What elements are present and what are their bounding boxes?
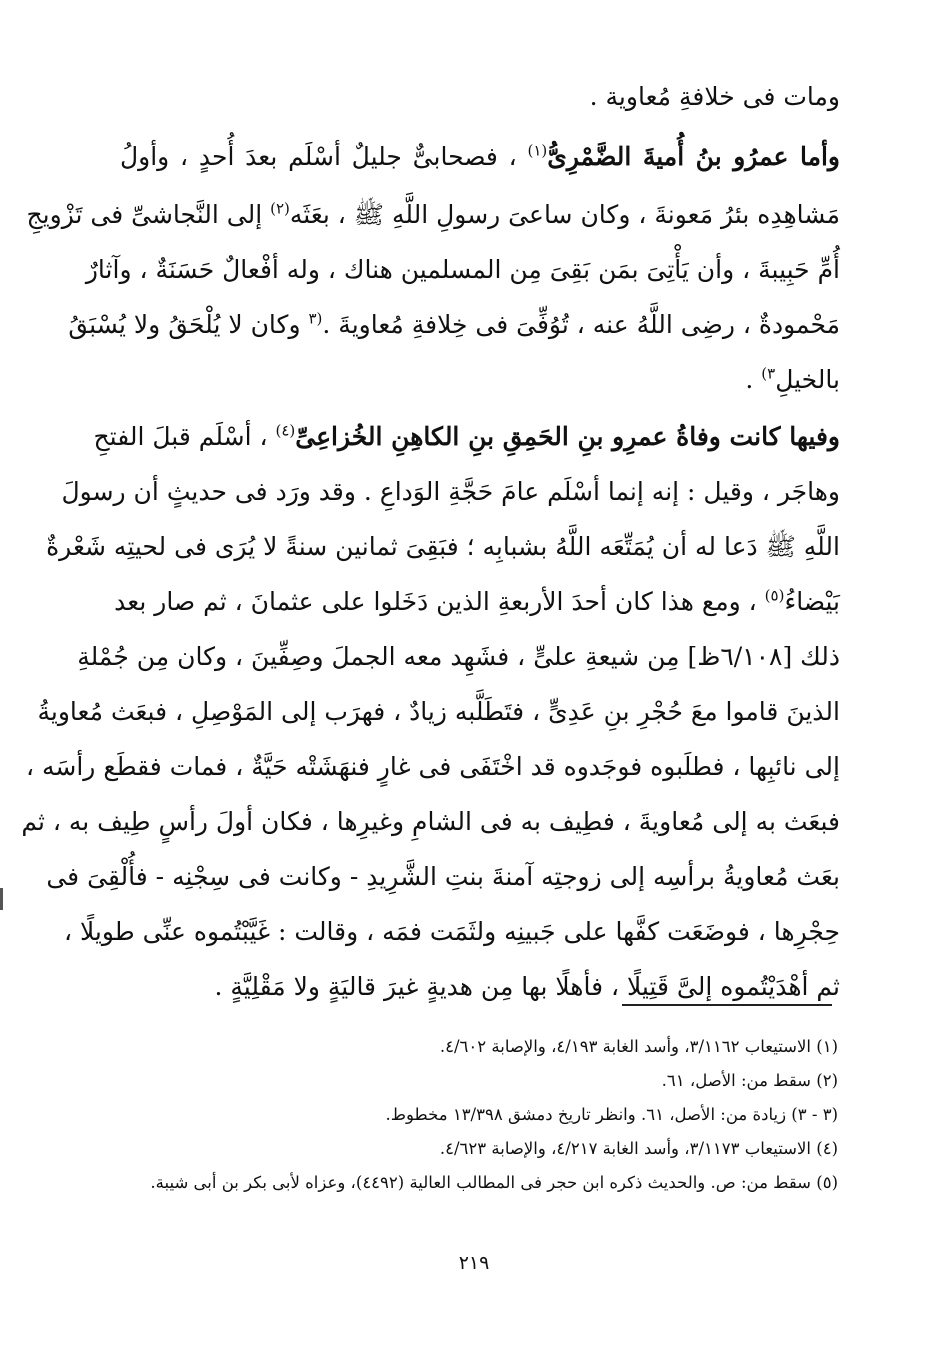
- line-text: ومات فى خلافةِ مُعاوية .: [589, 82, 840, 111]
- footnote-ref-2[interactable]: (٢): [270, 199, 290, 218]
- text-line-8: [61, 467, 840, 517]
- line-text: حِجْرِها ، فوضَعَت كفَّها على جَبينِه ولثَمَت فمَه ، وقالت : غَيَّبْتُموه عنِّى طويلًا ،: [64, 917, 840, 946]
- line-text: أُمِّ حَبِيبةَ ، وأن يَأْتِىَ بمَن بَقِىَ مِن المسلمين هناك ، وله أفْعالٌ حَسَنَةٌ ، وآثارٌ: [85, 255, 840, 284]
- line-text: الذينَ قاموا معَ حُجْرِ بنِ عَدِىٍّ ، فتَطَلَّبه زيادٌ ، فهرَب إلى المَوْصِلِ ، فبعَث مُعاويةُ: [37, 697, 840, 726]
- footnote-4: (٤) الاستيعاب ٣/١١٧٣، وأسد الغابة ٤/٢١٧، والإصابة ٤/٦٢٣.: [439, 1139, 838, 1158]
- text-line-4: [85, 245, 840, 295]
- line-text: ، فصحابىٌّ جليلٌ أسْلَم بعدَ أُحدٍ ، وأولُ: [120, 142, 528, 171]
- line-text-cont: وكان لا يُلْحَقُ ولا يُسْبَقُ: [68, 310, 309, 339]
- text-line-14: [21, 797, 840, 847]
- heading-amr-ibn-umayya: وأما عمرُو بنُ أُميةَ الضَّمْرِىُّ: [547, 142, 840, 171]
- footnote-5: (٥) سقط من: ص. والحديث ذكره ابن حجر فى المطالب العالية (٤٤٩٢)، وعزاه لأبى بكر بن أبى شيبة.: [150, 1173, 838, 1192]
- footnote-ref-5[interactable]: (٥): [764, 586, 785, 605]
- line-text: بالخيلِ: [775, 365, 840, 394]
- line-text: ذلك [٦/١٠٨ظ] مِن شيعةِ علىٍّ ، فشَهِد معه الجملَ وصِفِّينَ ، وكان مِن جُمْلةِ: [77, 642, 840, 671]
- footnote-3: (٣ - ٣) زيادة من: الأصل، ٦١. وانظر تاريخ دمشق ١٣/٣٩٨ مخطوط.: [385, 1105, 838, 1124]
- line-text: فبعَث به إلى مُعاويةَ ، فطِيف به فى الشامِ وغيرِها ، فكان أولَ رأسٍ طِيف به ، ثم: [21, 807, 840, 836]
- text-line-11: [77, 632, 840, 682]
- footnote-2: (٢) سقط من: الأصل، ٦١.: [661, 1071, 838, 1090]
- footnote-ref-3-open[interactable]: (٣: [308, 309, 323, 328]
- line-text: اللَّهِ ﷺ دَعا له أن يُمَتِّعَه اللَّهُ بشبابِه ؛ فبَقِىَ ثمانين سنةً لا يُرَى فى لحيتِه شَعْرةٌ: [46, 532, 840, 561]
- text-line-10: [114, 577, 840, 627]
- text-line-15: [46, 852, 840, 902]
- text-line-3: [26, 190, 840, 240]
- line-text: بَيْضاءُ: [784, 587, 840, 616]
- footnote-ref-4[interactable]: (٤): [275, 421, 296, 440]
- line-text: بعَث مُعاويةُ برأسِه إلى زوجتِه آمنةَ بنتِ الشَّرِيدِ - وكانت فى سِجْنِه - فأُلْقِىَ فى: [46, 862, 840, 891]
- line-text: إلى نائبِها ، فطلَبوه فوجَدوه قد اخْتَفَى فى غارٍ فنهَشَتْه حَيَّةٌ ، فمات فقطَع رأسَه ،: [26, 752, 840, 781]
- line-text-cont: إلى النَّجاشىِّ فى تَزْويجِ: [26, 200, 271, 229]
- line-text: ثم أهْدَيْتُموه إلىَّ قَتِيلًا ، فأهلًا بها مِن هديةٍ غيرَ قاليَةٍ ولا مَقْلِيَّةٍ .: [214, 972, 840, 1001]
- footnote-separator: [622, 1004, 832, 1006]
- footnote-ref-3-close[interactable]: ٣): [761, 364, 776, 383]
- line-text-cont: .: [745, 365, 762, 394]
- page-number: ٢١٩: [458, 1252, 490, 1274]
- heading-amr-ibn-al-hamiq: وفيها كانت وفاةُ عمرِو بنِ الحَمِقِ بنِ الكاهِنِ الخُزاعِىِّ: [295, 422, 840, 451]
- line-text: مَشاهِدِه بئرُ مَعونةَ ، وكان ساعىَ رسولِ اللَّهِ ﷺ ، بعَثَه: [289, 200, 840, 229]
- scan-margin-mark: [0, 888, 3, 910]
- text-line-7: [93, 412, 840, 462]
- footnote-1: (١) الاستيعاب ٣/١١٦٢، وأسد الغابة ٤/١٩٣، والإصابة ٤/٦٠٢.: [439, 1037, 838, 1056]
- line-text: وهاجَر ، وقيل : إنه إنما أسْلَم عامَ حَجَّةِ الوَداعِ . وقد ورَد فى حديثٍ أن رسولَ: [61, 477, 840, 506]
- text-line-12: [37, 687, 840, 737]
- line-text: ، أسْلَم قبلَ الفتحِ: [93, 422, 276, 451]
- text-line-6: [120, 355, 840, 405]
- footnote-ref-1[interactable]: (١): [527, 141, 548, 160]
- line-text-cont: ، ومع هذا كان أحدَ الأربعةِ الذين دَخَلوا على عثمانَ ، ثم صار بعد: [114, 587, 765, 616]
- line-text: مَحْمودةٌ ، رضِى اللَّهُ عنه ، تُوُفِّىَ فى خِلافةِ مُعاويةَ .: [322, 310, 840, 339]
- text-line-1: [120, 72, 840, 122]
- text-line-16: [64, 907, 840, 957]
- text-line-2: [120, 132, 840, 182]
- text-line-13: [26, 742, 840, 792]
- text-line-9: [46, 522, 840, 572]
- text-line-5: [68, 300, 840, 350]
